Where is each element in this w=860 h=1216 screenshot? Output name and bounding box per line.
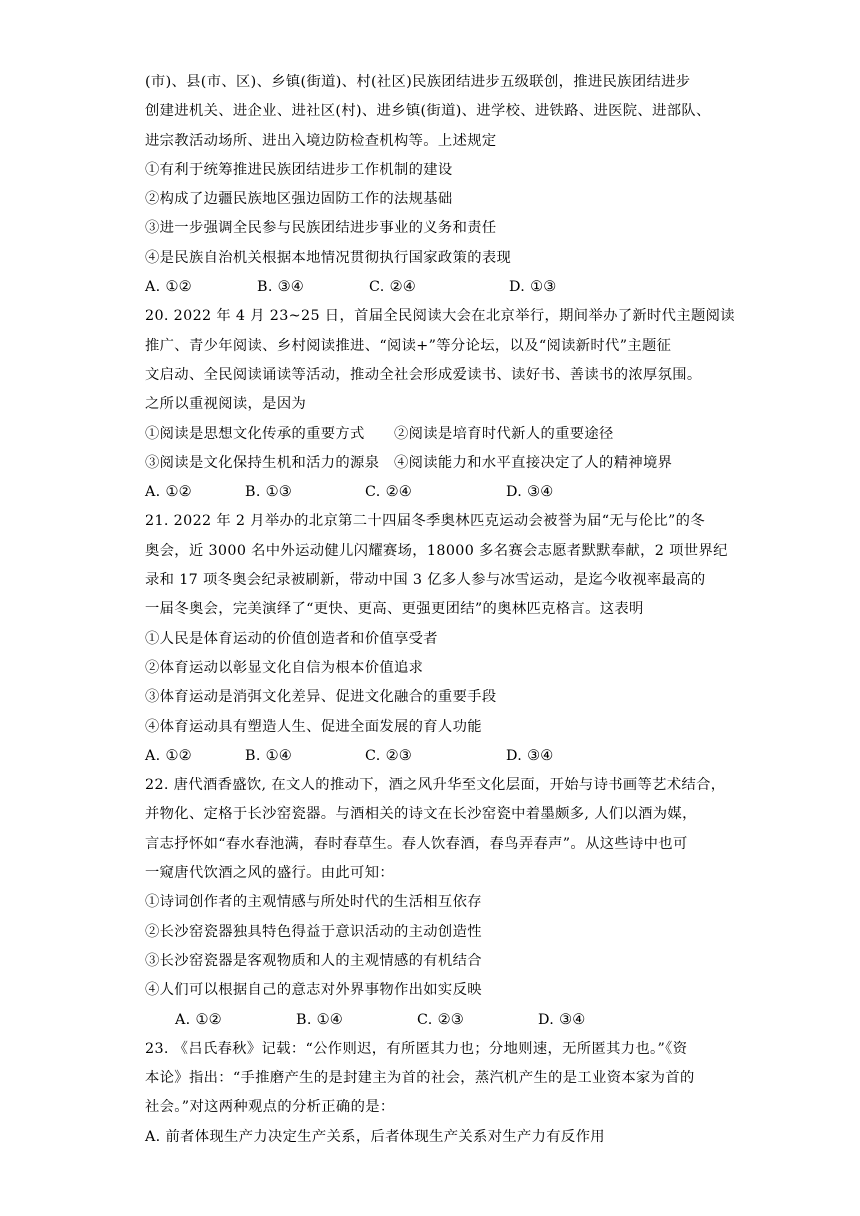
text-line: (市)、县(市、区)、乡镇(街道)、村(社区)民族团结进步五级联创，推进民族团结进步 bbox=[145, 74, 691, 90]
option-c: C. ②③ bbox=[417, 1011, 464, 1028]
question-stem: 本论》指出：“手推磨产生的是封建主为首的社会，蒸汽机产生的是工业资本家为首的 bbox=[145, 1070, 695, 1087]
option-d: D. ①③ bbox=[509, 279, 557, 296]
answer-options bbox=[145, 273, 745, 302]
option-d: D. ③④ bbox=[538, 1011, 586, 1028]
question-stem: 一窥唐代饮酒之风的盛行。由此可知： bbox=[145, 865, 394, 882]
option-a: A. ①② bbox=[145, 279, 192, 296]
question-stem: 社会。”对这两种观点的分析正确的是： bbox=[145, 1099, 395, 1116]
statement-3: ③长沙窑瓷器是客观物质和人的主观情感的有机结合 bbox=[145, 952, 482, 969]
answer-options bbox=[145, 742, 745, 771]
option-d: D. ③④ bbox=[506, 747, 554, 764]
question-stem: 推广、青少年阅读、乡村阅读推进、“阅读+”等分论坛，以及“阅读新时代”主题征 bbox=[145, 337, 672, 354]
question-22 bbox=[145, 771, 745, 1035]
option-c: C. ②④ bbox=[365, 484, 412, 501]
question-stem: 录和 17 项冬奥会纪录被刷新，带动中国 3 亿多人参与冰雪运动，是迄今收视率最高的 bbox=[145, 572, 706, 589]
question-20 bbox=[145, 302, 745, 507]
text-line: 创建进机关、进企业、进社区(村)、进乡镇(街道)、进学校、进铁路、进医院、进部队、 bbox=[145, 103, 711, 120]
statements-row: ③阅读是文化保持生机和活力的源泉 ④阅读能力和水平直接决定了人的精神境界 bbox=[145, 454, 673, 471]
option-a: A. ①② bbox=[175, 1011, 222, 1028]
statement-2: ②构成了边疆民族地区强边固防工作的法规基础 bbox=[145, 191, 453, 208]
option-b: B. ①④ bbox=[296, 1011, 343, 1028]
question-stem: 23. 《吕氏春秋》记载：“公作则迟，有所匿其力也；分地则速，无所匿其力也。”《资 bbox=[145, 1040, 688, 1057]
question-stem: 言志抒怀如“春水春池满，春时春草生。春人饮春酒，春鸟弄春声”。从这些诗中也可 bbox=[145, 835, 688, 852]
question-stem: 一届冬奥会，完美演绎了“更快、更高、更强更团结”的奥林匹克格言。这表明 bbox=[145, 601, 644, 618]
answer-options bbox=[145, 478, 745, 507]
statement-3: ③体育运动是消弭文化差异、促进文化融合的重要手段 bbox=[145, 689, 497, 706]
question-stem: 并物化、定格于长沙窑瓷器。与酒相关的诗文在长沙窑瓷中着墨颇多, 人们以酒为媒， bbox=[145, 806, 697, 823]
statement-3: ③进一步强调全民参与民族团结进步事业的义务和责任 bbox=[145, 220, 497, 237]
question-stem: 22. 唐代酒香盛饮, 在文人的推动下，酒之风升华至文化层面，开始与诗书画等艺术结合， bbox=[145, 777, 726, 794]
exam-page bbox=[145, 68, 745, 1152]
option-b: B. ①④ bbox=[245, 747, 292, 764]
option-a: A. 前者体现生产力决定生产关系，后者体现生产关系对生产力有反作用 bbox=[145, 1128, 605, 1145]
option-c: C. ②③ bbox=[365, 747, 412, 764]
option-d: D. ③④ bbox=[506, 484, 554, 501]
question-stem: 文启动、全民阅读诵读等活动，推动全社会形成爱读书、读好书、善读书的浓厚氛围。 bbox=[145, 366, 702, 383]
question-stem: 奥会，近 3000 名中外运动健儿闪耀赛场，18000 多名赛会志愿者默默奉献，2 项世界纪 bbox=[145, 542, 728, 559]
option-b: B. ③④ bbox=[257, 279, 304, 296]
option-b: B. ①③ bbox=[245, 484, 292, 501]
statement-1: ①有利于统筹推进民族团结进步工作机制的建设 bbox=[145, 161, 453, 178]
answer-options bbox=[145, 1006, 745, 1035]
question-19-continuation bbox=[145, 68, 745, 302]
question-stem: 21. 2022 年 2 月举办的北京第二十四届冬季奥林匹克运动会被誉为届“无与伦比”的冬 bbox=[145, 513, 705, 530]
text-line: 进宗教活动场所、进出入境边防检查机构等。上述规定 bbox=[145, 132, 497, 149]
statement-2: ②体育运动以彰显文化自信为根本价值追求 bbox=[145, 659, 424, 676]
question-21 bbox=[145, 507, 745, 771]
option-a: A. ①② bbox=[145, 747, 192, 764]
option-c: C. ②④ bbox=[369, 279, 416, 296]
statement-1: ①诗词创作者的主观情感与所处时代的生活相互依存 bbox=[145, 894, 482, 911]
statement-1: ①人民是体育运动的价值创造者和价值享受者 bbox=[145, 630, 438, 647]
statement-4: ④人们可以根据自己的意志对外界事物作出如实反映 bbox=[145, 982, 482, 999]
question-stem: 之所以重视阅读，是因为 bbox=[145, 396, 307, 413]
question-stem: 20. 2022 年 4 月 23~25 日，首届全民阅读大会在北京举行，期间举办了新时代主题阅读 bbox=[145, 308, 735, 325]
statement-4: ④是民族自治机关根据本地情况贯彻执行国家政策的表现 bbox=[145, 249, 512, 266]
question-23 bbox=[145, 1035, 745, 1152]
statement-4: ④体育运动具有塑造人生、促进全面发展的育人功能 bbox=[145, 718, 482, 735]
statement-2: ②长沙窑瓷器独具特色得益于意识活动的主动创造性 bbox=[145, 923, 482, 940]
statements-row: ①阅读是思想文化传承的重要方式 ②阅读是培育时代新人的重要途径 bbox=[145, 425, 614, 442]
option-a: A. ①② bbox=[145, 484, 192, 501]
